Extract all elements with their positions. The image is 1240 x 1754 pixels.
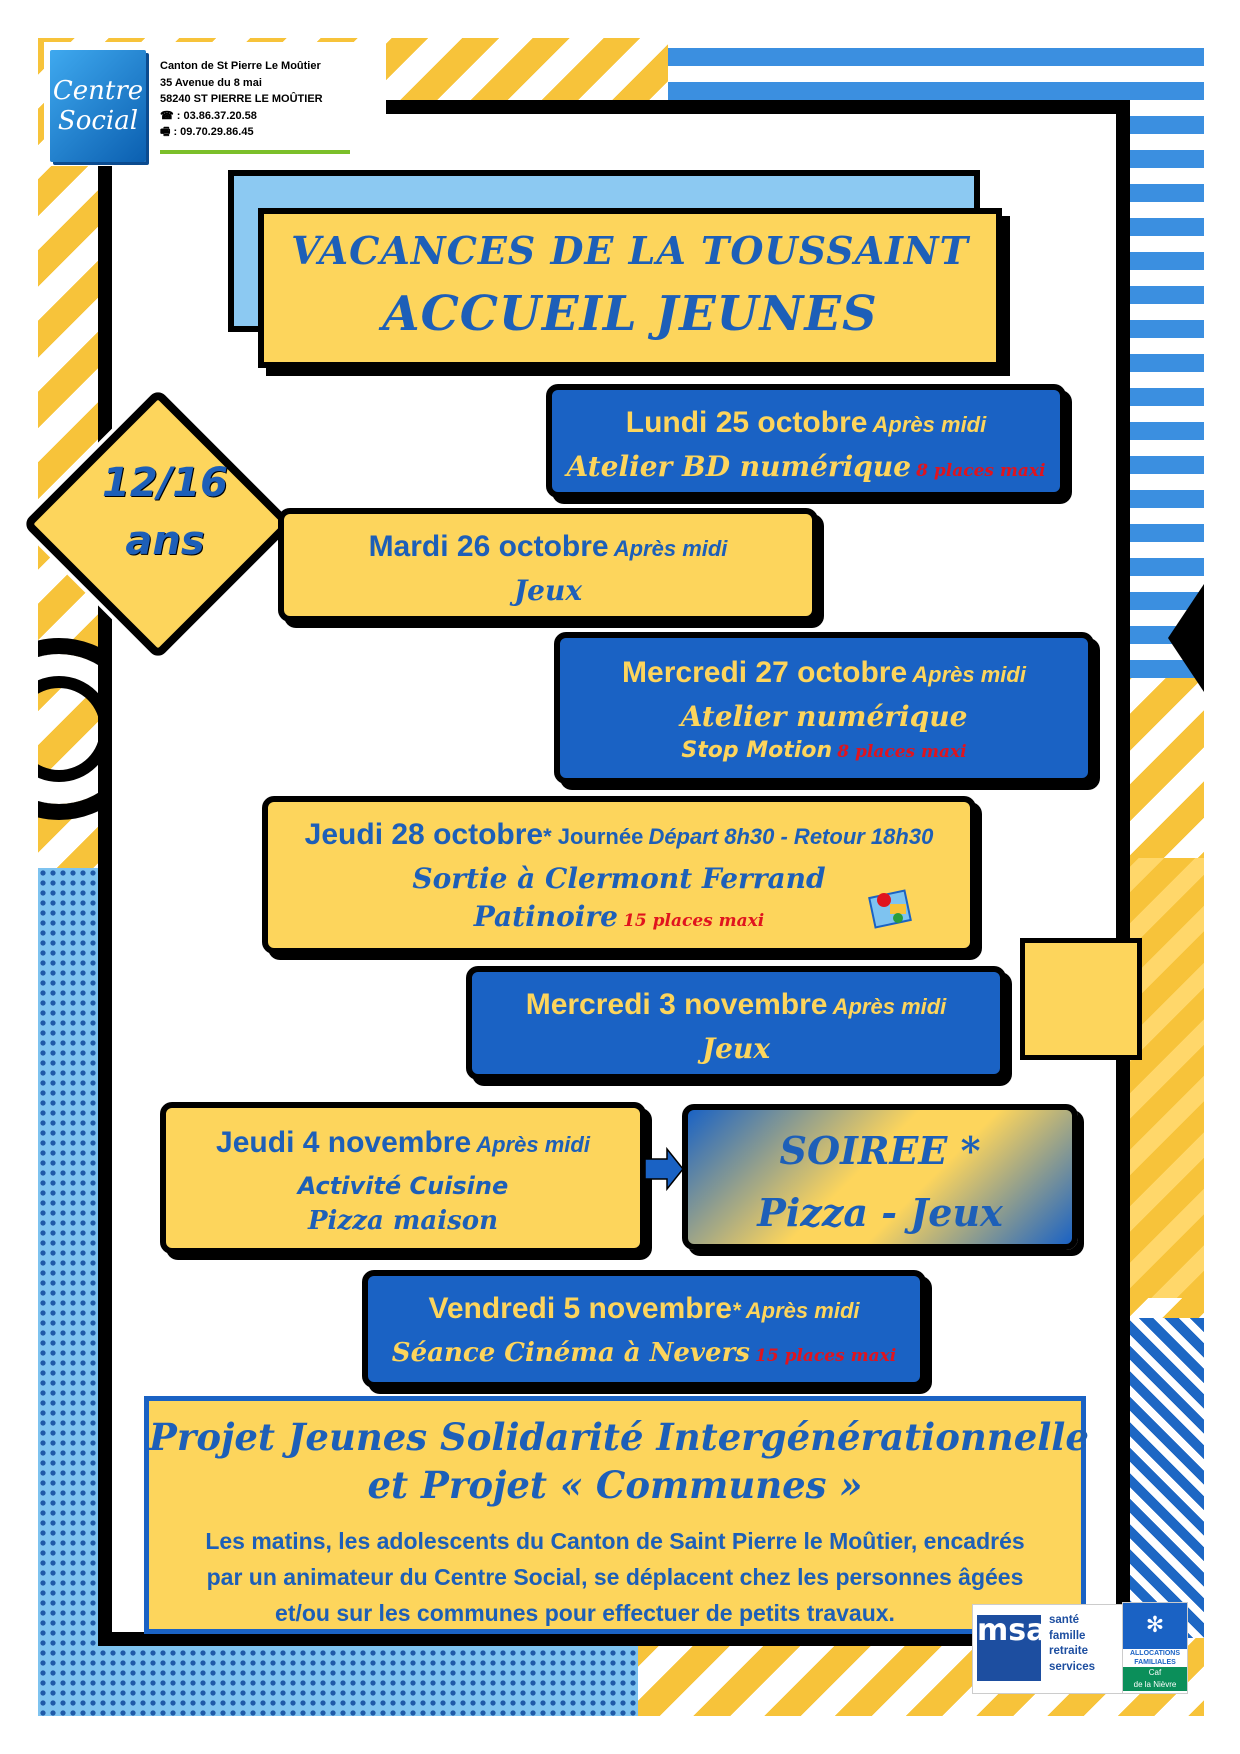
caf-line: de la Nièvre xyxy=(1123,1679,1187,1691)
event-day: Mercredi 3 novembre xyxy=(525,988,828,1021)
event-time: Après midi xyxy=(613,536,728,561)
square-decoration xyxy=(1020,938,1142,1060)
arrow-right-icon xyxy=(645,1147,685,1191)
project-box xyxy=(144,1396,1089,1634)
msa-logo-mark: msa xyxy=(977,1615,1041,1681)
msa-line: santé xyxy=(1049,1614,1080,1626)
address-line: 35 Avenue du 8 mai xyxy=(160,76,262,89)
event-day: Jeudi 28 octobre xyxy=(304,818,544,851)
title-line2: ACCUEIL JEUNES xyxy=(382,286,878,342)
age-range: 12/16 xyxy=(102,460,228,506)
fax-number: 🖷 : 09.70.29.86.45 xyxy=(160,126,254,138)
logo-line2: Social xyxy=(57,106,139,136)
project-text-line: Les matins, les adolescents du Canton de Saint Pierre le Moûtier, encadrés xyxy=(205,1528,1025,1554)
event-activity: Jeux xyxy=(513,574,583,607)
event-card-mercredi-3 xyxy=(466,966,1006,1080)
event-day: Mardi 26 octobre xyxy=(368,530,609,563)
caf-line: FAMILIALES xyxy=(1134,1659,1176,1666)
soiree-box xyxy=(682,1104,1078,1250)
soiree-title: SOIREE * xyxy=(779,1128,981,1173)
event-places: 8 places maxi xyxy=(916,461,1046,481)
event-card-mardi xyxy=(278,508,818,622)
project-text-line: par un animateur du Centre Social, se déplacent chez les personnes âgées xyxy=(206,1564,1024,1590)
event-card-lundi xyxy=(546,384,1066,498)
address-line: Canton de St Pierre Le Moûtier xyxy=(160,60,321,72)
msa-line: famille xyxy=(1049,1629,1086,1642)
triangle-decoration xyxy=(1168,578,1204,698)
event-subtitle: Patinoire xyxy=(473,900,618,933)
event-schedule: Départ 8h30 - Retour 18h30 xyxy=(648,824,934,849)
project-description xyxy=(149,1523,1081,1631)
title-line1: VACANCES DE LA TOUSSAINT xyxy=(291,228,969,273)
event-day: Lundi 25 octobre xyxy=(625,406,868,439)
soiree-subtitle: Pizza - Jeux xyxy=(757,1190,1003,1235)
caf-logo xyxy=(1122,1602,1188,1694)
event-subtitle: Pizza maison xyxy=(308,1206,498,1236)
event-card-jeudi-4 xyxy=(160,1102,646,1254)
event-day: Vendredi 5 novembre xyxy=(428,1292,732,1325)
address-line: 58240 ST PIERRE LE MOÛTIER xyxy=(160,93,323,105)
msa-logo xyxy=(972,1604,1124,1694)
event-places: 15 places maxi xyxy=(755,1346,897,1366)
event-card-mercredi-27 xyxy=(554,632,1094,784)
event-activity: Jeux xyxy=(701,1032,771,1065)
event-day: Jeudi 4 novembre xyxy=(216,1126,472,1159)
phone-number: ☎ : 03.86.37.20.58 xyxy=(160,109,257,122)
project-text-line: et/ou sur les communes pour effectuer de petits travaux. xyxy=(275,1600,895,1626)
event-places: 15 places maxi xyxy=(623,911,765,931)
event-time: Après midi xyxy=(872,412,987,437)
age-badge-text xyxy=(100,455,230,571)
event-time: * Journée xyxy=(543,824,644,849)
event-time: Après midi xyxy=(832,994,947,1019)
event-activity: Atelier BD numérique xyxy=(566,450,912,483)
msa-line: retraite xyxy=(1049,1645,1088,1657)
event-card-vendredi-5 xyxy=(362,1270,926,1388)
logo-line1: Centre xyxy=(52,76,144,106)
event-places: 8 places maxi xyxy=(837,742,967,762)
event-time: Après midi xyxy=(476,1132,590,1157)
msa-text xyxy=(1049,1613,1095,1675)
divider xyxy=(160,150,350,154)
event-time: * Après midi xyxy=(731,1298,860,1323)
event-time: Après midi xyxy=(912,662,1026,687)
event-day: Mercredi 27 octobre xyxy=(622,656,908,689)
caf-line: ALLOCATIONS xyxy=(1129,1650,1181,1657)
event-subtitle: Stop Motion xyxy=(681,738,833,763)
event-activity: Séance Cinéma à Nevers xyxy=(391,1338,750,1368)
project-subtitle: et Projet « Communes » xyxy=(367,1463,863,1507)
address-block xyxy=(160,58,323,141)
caf-line: Caf xyxy=(1123,1667,1187,1679)
title-box xyxy=(258,208,1002,368)
age-unit: ans xyxy=(125,518,205,564)
centre-social-logo xyxy=(50,50,146,162)
event-card-jeudi-28 xyxy=(262,796,976,954)
background-blue-diagonal xyxy=(1128,1318,1204,1638)
event-activity: Atelier numérique xyxy=(680,700,968,733)
picnic-icon xyxy=(868,884,914,930)
project-title: Projet Jeunes Solidarité Intergénérationnelle xyxy=(149,1415,1089,1459)
event-activity: Activité Cuisine xyxy=(297,1172,509,1200)
event-activity: Sortie à Clermont Ferrand xyxy=(412,862,826,895)
msa-line: services xyxy=(1049,1660,1096,1673)
snowflake-icon: ✻ xyxy=(1123,1603,1187,1649)
